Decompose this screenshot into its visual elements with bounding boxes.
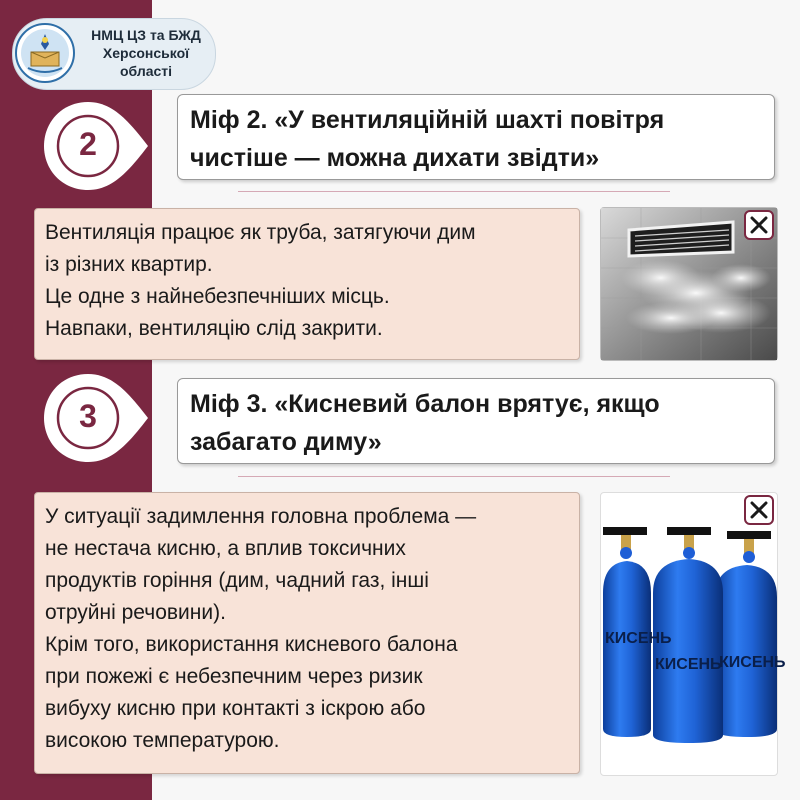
myth-2-title-line1: Міф 2. «У вентиляційній шахті повітря [190,106,665,134]
organization-name-line1: НМЦ ЦЗ та БЖД [91,27,201,43]
myth-3-title-line2: забагато диму» [190,428,382,456]
myth-3-title-line1: Міф 3. «Кисневий балон врятує, якщо [190,390,660,418]
organization-logo-icon [14,22,76,84]
oxygen-cylinders-photo [600,492,786,776]
myth-3-divider [238,476,670,477]
myth-2-fact-line: Вентиляція працює як труба, затягуючи дим [45,221,476,244]
myth-3-false-mark-icon [744,495,774,525]
cylinder-label-right: КИСЕНЬ [719,654,786,671]
myth-3-fact-line: високою температурою. [45,729,280,752]
myth-3-fact-box [34,492,580,774]
myth-3-fact-line: продуктів горіння (дим, чадний газ, інші [45,569,429,592]
myth-2-divider [238,191,670,192]
myth-3-fact-line: не нестача кисню, а вплив токсичних [45,537,406,560]
myth-2-fact-line: із різних квартир. [45,253,213,276]
myth-2-number: 2 [79,126,97,162]
myth-2-fact-box [34,208,580,360]
myth-2-title-box [177,94,775,180]
organization-name-line2: Херсонської [102,45,190,61]
myth-3-fact-line: вибуху кисню при контакті з іскрою або [45,697,426,720]
myth-3-fact-line: отруйні речовини). [45,601,226,624]
organization-name [80,26,212,80]
organization-name-line3: області [119,63,173,79]
myth-2-fact-line: Навпаки, вентиляцію слід закрити. [45,317,383,340]
cylinder-label-left: КИСЕНЬ [605,630,672,647]
myth-2-fact-line: Це одне з найнебезпечніших місць. [45,285,390,308]
myth-3-fact-line: Крім того, використання кисневого балона [45,633,458,656]
myth-3-fact-line: У ситуації задимлення головна проблема — [45,505,477,528]
cylinder-label-center: КИСЕНЬ [655,656,722,673]
myth-3-number: 3 [79,398,97,434]
myth-2-title-line2: чистіше — можна дихати звідти» [190,144,600,172]
myth-3-fact-line: при пожежі є небезпечним через ризик [45,665,423,688]
myth-2-false-mark-icon [744,210,774,240]
myth-3-title-box [177,378,775,464]
